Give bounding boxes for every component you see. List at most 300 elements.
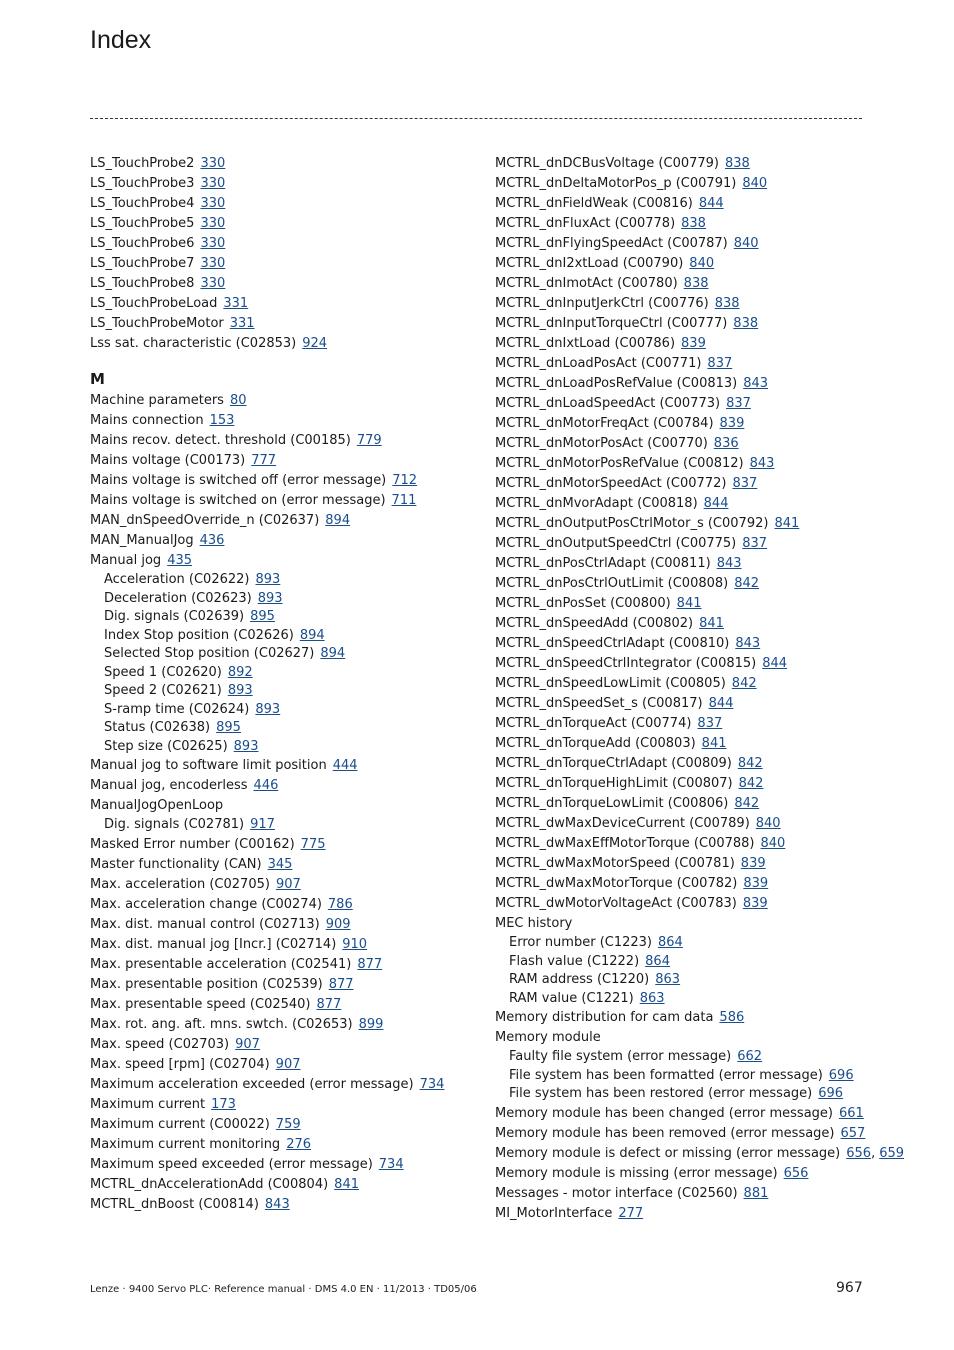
index-entry-text: MCTRL_dnSpeedCtrlAdapt (C00810) (495, 636, 730, 651)
page-link[interactable]: 444 (332, 758, 358, 773)
page-link[interactable]: 711 (391, 493, 417, 508)
page-link[interactable]: 909 (325, 916, 351, 932)
index-entry-text: Speed 2 (C02621) (104, 683, 222, 698)
page-link[interactable]: 893 (227, 683, 253, 698)
page-link[interactable]: 917 (250, 817, 275, 832)
index-entry-text: S-ramp time (C02624) (104, 701, 250, 717)
index-entry-text: Mains recov. detect. threshold (C00185) (90, 433, 351, 448)
index-entry-text: Maximum current monitoring (90, 1136, 281, 1152)
page-link[interactable]: 893 (257, 590, 283, 606)
index-entry (90, 451, 490, 471)
index-entry-text: Memory module is defect or missing (error message) (495, 1145, 841, 1161)
index-entry (90, 915, 490, 935)
index-entry-text: Masked Error number (C00162) (90, 836, 295, 852)
index-entry (90, 471, 490, 491)
index-entry-text: MCTRL_dnBoost (C00814) (90, 1196, 259, 1212)
index-entry-text: MCTRL_dnInputTorqueCtrl (C00777) (495, 316, 728, 331)
index-entry (90, 531, 490, 551)
index-entry-text: MCTRL_dnMvorAdapt (C00818) (495, 496, 698, 511)
page-link[interactable]: 864 (658, 935, 683, 950)
page-link[interactable]: 446 (253, 778, 279, 793)
footer-text: Lenze · 9400 Servo PLC· Reference manual · DMS 4.0 EN · 11/2013 · TD05/06 (90, 1284, 477, 1295)
index-entry (495, 1028, 895, 1048)
page-link[interactable]: 894 (320, 646, 346, 661)
index-entry-text: MCTRL_dnTorqueHighLimit (C00807) (495, 776, 733, 791)
index-entry (495, 1085, 895, 1104)
index-entry-text: MCTRL_dnMotorPosAct (C00770) (495, 436, 708, 451)
index-entry-text: MCTRL_dnDCBusVoltage (C00779) (495, 156, 719, 171)
page-link[interactable]: 907 (275, 1056, 301, 1072)
index-entry (495, 1124, 895, 1144)
index-entry (90, 571, 490, 590)
link-separator: , (871, 1145, 876, 1161)
page-link[interactable]: 894 (325, 513, 351, 528)
page-link[interactable]: 842 (734, 576, 760, 591)
index-entry (495, 774, 895, 794)
index-entry-text: LS_TouchProbe8 (90, 276, 195, 291)
index-entry (495, 574, 895, 594)
index-entry-text: MCTRL_dwMaxMotorSpeed (C00781) (495, 856, 735, 871)
page-link[interactable]: 153 (209, 413, 235, 428)
index-entry-text: MCTRL_dnMotorSpeedAct (C00772) (495, 476, 727, 491)
page-link[interactable]: 844 (708, 696, 734, 711)
page-link[interactable]: 759 (275, 1116, 301, 1132)
page-link[interactable]: 841 (676, 596, 702, 611)
index-entry-text: MCTRL_dnImotAct (C00780) (495, 276, 678, 291)
index-entry (495, 914, 895, 934)
index-entry-text: LS_TouchProbe6 (90, 236, 195, 251)
page-link[interactable]: 80 (229, 393, 247, 408)
index-entry (90, 411, 490, 431)
page-link[interactable]: 330 (200, 236, 226, 251)
index-entry-text: Memory module has been removed (error message) (495, 1125, 835, 1141)
index-entry (495, 474, 895, 494)
index-entry (90, 234, 490, 254)
index-entry (495, 314, 895, 334)
page-link[interactable]: 840 (689, 256, 715, 271)
index-entry (495, 1048, 895, 1067)
page-link[interactable]: 895 (216, 720, 241, 735)
index-entry-text: Maximum current (90, 1096, 206, 1112)
index-entry (90, 174, 490, 194)
index-entry (495, 894, 895, 914)
page-link[interactable]: 786 (327, 896, 353, 912)
page-link[interactable]: 840 (755, 816, 781, 831)
index-entry (495, 654, 895, 674)
page-link[interactable]: 330 (200, 176, 226, 191)
index-entry (90, 664, 490, 683)
page-link[interactable]: 894 (299, 627, 325, 643)
index-entry-text: Flash value (C1222) (509, 953, 640, 969)
page-link[interactable]: 173 (211, 1096, 236, 1112)
index-entry-text: LS_TouchProbe3 (90, 176, 195, 191)
page-link[interactable]: 775 (300, 836, 326, 852)
page-link[interactable]: 345 (267, 856, 293, 872)
index-entry (495, 274, 895, 294)
index-entry (495, 1144, 905, 1164)
index-entry (495, 794, 895, 814)
index-entry-text: LS_TouchProbe4 (90, 196, 195, 211)
index-entry-text: LS_TouchProbe2 (90, 156, 195, 171)
index-entry-text: MAN_ManualJog (90, 533, 194, 548)
index-entry-text: MCTRL_dnLoadPosRefValue (C00813) (495, 376, 738, 391)
page-link[interactable]: 844 (762, 656, 788, 671)
page-link[interactable]: 330 (200, 196, 226, 211)
index-entry-text: Memory module is missing (error message) (495, 1165, 778, 1181)
index-entry (90, 895, 490, 915)
page-link[interactable]: 276 (286, 1136, 312, 1152)
index-entry (495, 834, 895, 854)
index-entry-text: Mains connection (90, 413, 204, 428)
index-entry (90, 1195, 490, 1215)
page-link[interactable]: 330 (200, 216, 226, 231)
page-link[interactable]: 893 (255, 572, 281, 587)
page-link[interactable]: 656 (846, 1145, 872, 1161)
page-link[interactable]: 435 (167, 553, 193, 568)
index-entry-text: Error number (C1223) (509, 935, 652, 950)
page-link[interactable]: 661 (838, 1105, 864, 1121)
page-link[interactable]: 843 (735, 636, 761, 651)
index-entry (90, 154, 490, 174)
index-entry-text: MCTRL_dnAccelerationAdd (C00804) (90, 1176, 329, 1192)
index-entry (90, 194, 490, 214)
page-link[interactable]: 877 (357, 956, 383, 972)
page-link[interactable]: 843 (716, 556, 742, 571)
index-entry-text: Master functionality (CAN) (90, 856, 262, 872)
index-entry (495, 154, 895, 174)
index-entry (90, 551, 490, 571)
page-link[interactable]: 779 (356, 433, 382, 448)
page-link[interactable]: 330 (200, 156, 226, 171)
page-link[interactable]: 844 (703, 496, 729, 511)
index-entry (90, 1135, 490, 1155)
index-entry (90, 756, 490, 776)
index-column-right (495, 154, 905, 1224)
index-entry-text: MCTRL_dwMotorVoltageAct (C00783) (495, 896, 737, 911)
page-link[interactable]: 696 (828, 1067, 854, 1083)
index-entry-text: MAN_dnSpeedOverride_n (C02637) (90, 513, 320, 528)
page-link[interactable]: 839 (719, 416, 745, 431)
index-entry (495, 554, 895, 574)
page-link[interactable]: 844 (698, 196, 724, 211)
page-link[interactable]: 331 (223, 296, 249, 311)
index-entry (90, 1035, 490, 1055)
index-entry-text: MCTRL_dnMotorPosRefValue (C00812) (495, 456, 744, 471)
page-link[interactable]: 892 (227, 664, 253, 680)
index-entry-text: Memory module has been changed (error message) (495, 1105, 833, 1121)
index-entry-text: MCTRL_dnFluxAct (C00778) (495, 216, 676, 231)
index-entry (495, 1067, 895, 1086)
page-link[interactable]: 843 (743, 376, 769, 391)
page-link[interactable]: 839 (743, 876, 769, 891)
page-link[interactable]: 734 (378, 1156, 404, 1172)
page-link[interactable]: 837 (726, 396, 751, 411)
index-entry (495, 234, 895, 254)
index-entry-text: MCTRL_dnPosSet (C00800) (495, 596, 671, 611)
index-entry (90, 875, 490, 895)
page-link[interactable]: 839 (742, 896, 768, 911)
page-link[interactable]: 838 (733, 316, 759, 331)
page-link[interactable]: 881 (743, 1185, 769, 1201)
index-entry-text: MI_MotorInterface (495, 1205, 613, 1221)
page-link[interactable]: 907 (275, 876, 301, 892)
page-link[interactable]: 843 (264, 1196, 290, 1212)
page-link[interactable]: 712 (392, 473, 418, 488)
index-entry-text: File system has been formatted (error message) (509, 1067, 823, 1083)
index-entry-text: Status (C02638) (104, 720, 211, 735)
index-entry-text: Dig. signals (C02781) (104, 817, 245, 832)
index-column-left (90, 154, 490, 1215)
page-link[interactable]: 839 (740, 856, 766, 871)
index-entry (90, 431, 490, 451)
index-entry (90, 955, 490, 975)
index-entry (90, 334, 490, 354)
index-entry-text: Selected Stop position (C02627) (104, 646, 315, 661)
index-entry-text: MCTRL_dnTorqueAct (C00774) (495, 716, 692, 731)
index-entry (495, 814, 895, 834)
index-entry (495, 374, 895, 394)
index-entry-text: Max. presentable acceleration (C02541) (90, 956, 352, 972)
index-entry (495, 934, 895, 953)
index-entry (495, 714, 895, 734)
page-link[interactable]: 837 (742, 536, 768, 551)
index-entry-text: Maximum current (C00022) (90, 1116, 270, 1132)
index-entry-text: MCTRL_dnSpeedLowLimit (C00805) (495, 676, 726, 691)
index-entry (495, 1204, 895, 1224)
page-link[interactable]: 841 (699, 616, 724, 631)
index-entry-text: Max. presentable position (C02539) (90, 976, 323, 992)
page-link[interactable]: 893 (255, 701, 281, 717)
index-entry-text: Lss sat. characteristic (C02853) (90, 336, 297, 351)
page-link[interactable]: 838 (714, 296, 740, 311)
index-entry (495, 254, 895, 274)
index-entry-text: Memory distribution for cam data (495, 1010, 714, 1025)
index-entry-text: LS_TouchProbeMotor (90, 316, 224, 331)
page-link[interactable]: 331 (229, 316, 255, 331)
index-entry-text: MCTRL_dnTorqueAdd (C00803) (495, 736, 696, 751)
index-entry-text: MEC history (495, 916, 573, 931)
index-entry (90, 511, 490, 531)
index-entry-text: MCTRL_dnOutputPosCtrlMotor_s (C00792) (495, 516, 769, 531)
index-entry (90, 855, 490, 875)
index-entry (90, 796, 490, 816)
index-entry-text: MCTRL_dnOutputSpeedCtrl (C00775) (495, 536, 737, 551)
index-entry-text: Machine parameters (90, 393, 224, 408)
index-entry-text: Max. acceleration change (C00274) (90, 896, 322, 912)
index-entry (495, 1184, 895, 1204)
index-entry (90, 835, 490, 855)
index-entry (90, 254, 490, 274)
index-entry (90, 294, 490, 314)
page-link[interactable]: 863 (639, 990, 665, 1006)
page-link[interactable]: 657 (840, 1125, 866, 1141)
page-link[interactable]: 842 (731, 676, 757, 691)
index-entry-text: Max. rot. ang. aft. mns. swtch. (C02653) (90, 1016, 353, 1032)
index-entry (90, 214, 490, 234)
page-link[interactable]: 837 (732, 476, 758, 491)
index-entry-text: LS_TouchProbe7 (90, 256, 195, 271)
page-link[interactable]: 899 (358, 1016, 384, 1032)
index-entry-text: Maximum speed exceeded (error message) (90, 1156, 373, 1172)
page-link[interactable]: 696 (818, 1086, 844, 1101)
index-entry-text: M (90, 370, 105, 388)
index-entry-text: MCTRL_dwMaxEffMotorTorque (C00788) (495, 836, 755, 851)
page-link[interactable]: 330 (200, 256, 226, 271)
index-entry-text: MCTRL_dnTorqueCtrlAdapt (C00809) (495, 756, 732, 771)
index-entry (495, 174, 895, 194)
index-entry-text: Dig. signals (C02639) (104, 609, 245, 624)
index-entry (90, 627, 490, 646)
page-link[interactable]: 839 (681, 336, 706, 351)
page-link[interactable]: 893 (233, 738, 259, 754)
index-entry (495, 971, 895, 990)
index-entry (495, 854, 895, 874)
page-link[interactable]: 838 (681, 216, 706, 231)
page-link[interactable]: 841 (334, 1176, 359, 1192)
index-entry-text: MCTRL_dnFlyingSpeedAct (C00787) (495, 236, 728, 251)
index-entry (90, 1015, 490, 1035)
index-entry-text: Messages - motor interface (C02560) (495, 1185, 738, 1201)
index-entry (90, 314, 490, 334)
index-entry-text: Manual jog (90, 553, 162, 568)
index-entry-text: MCTRL_dnI2xtLoad (C00790) (495, 256, 684, 271)
index-entry-text: Maximum acceleration exceeded (error message) (90, 1076, 414, 1092)
index-entry (495, 194, 895, 214)
index-entry (90, 645, 490, 664)
index-entry-text: Deceleration (C02623) (104, 590, 252, 606)
index-entry-text: Max. acceleration (C02705) (90, 876, 270, 892)
page-link[interactable]: 907 (235, 1036, 260, 1052)
index-entry-text: MCTRL_dnPosCtrlAdapt (C00811) (495, 556, 711, 571)
index-entry-text: Mains voltage is switched off (error message) (90, 473, 387, 488)
index-entry (495, 494, 895, 514)
index-entry-text: LS_TouchProbe5 (90, 216, 195, 231)
page-link[interactable]: 837 (697, 716, 723, 731)
index-entry (90, 682, 490, 701)
page-link[interactable]: 877 (316, 996, 342, 1012)
index-entry-text: Index Stop position (C02626) (104, 627, 294, 643)
index-entry (495, 754, 895, 774)
page-link[interactable]: 656 (783, 1165, 809, 1181)
index-entry (90, 1155, 490, 1175)
index-entry (495, 734, 895, 754)
index-entry-text: MCTRL_dnPosCtrlOutLimit (C00808) (495, 576, 729, 591)
page-link[interactable]: 843 (749, 456, 775, 471)
page-link[interactable]: 895 (250, 609, 275, 624)
page-link[interactable]: 734 (419, 1076, 445, 1092)
index-entry (495, 1104, 895, 1124)
index-entry-text: Manual jog, encoderless (90, 778, 248, 793)
index-entry-text: Max. speed [rpm] (C02704) (90, 1056, 270, 1072)
index-entry (90, 816, 490, 835)
index-entry (495, 534, 895, 554)
index-entry (90, 391, 490, 411)
index-entry (495, 694, 895, 714)
page-link[interactable]: 777 (251, 453, 277, 468)
index-entry (495, 394, 895, 414)
index-entry-text: Max. presentable speed (C02540) (90, 996, 311, 1012)
index-entry (495, 1164, 895, 1184)
page-link[interactable]: 277 (618, 1205, 644, 1221)
page-link[interactable]: 836 (713, 436, 739, 451)
index-entry-text: MCTRL_dnSpeedAdd (C00802) (495, 616, 694, 631)
page-link[interactable]: 864 (645, 953, 670, 969)
index-entry (495, 414, 895, 434)
page-link[interactable]: 436 (199, 533, 225, 548)
page-link[interactable]: 662 (737, 1049, 763, 1064)
index-entry-text: RAM address (C1220) (509, 972, 650, 987)
index-entry-text: RAM value (C1221) (509, 990, 634, 1006)
page-link[interactable]: 840 (733, 236, 759, 251)
page-link[interactable]: 838 (683, 276, 709, 291)
page-link[interactable]: 841 (774, 516, 800, 531)
index-entry-text: Acceleration (C02622) (104, 572, 250, 587)
index-entry-text: MCTRL_dnLoadSpeedAct (C00773) (495, 396, 721, 411)
index-entry (495, 874, 895, 894)
index-entry-text: File system has been restored (error message) (509, 1086, 813, 1101)
index-entry (90, 738, 490, 757)
index-entry (90, 1095, 490, 1115)
page-link[interactable]: 910 (342, 936, 368, 952)
index-entry-text: ManualJogOpenLoop (90, 798, 224, 813)
page-link[interactable]: 330 (200, 276, 226, 291)
index-entry (495, 354, 895, 374)
page-link[interactable]: 841 (701, 736, 727, 751)
index-entry-text: Manual jog to software limit position (90, 758, 327, 773)
index-entry-text: MCTRL_dwMaxMotorTorque (C00782) (495, 876, 738, 891)
index-entry-text: LS_TouchProbeLoad (90, 296, 218, 311)
page-link[interactable]: 659 (879, 1145, 905, 1161)
index-entry (495, 614, 895, 634)
page-title: Index (90, 26, 152, 54)
index-entry-text: MCTRL_dnSpeedCtrlIntegrator (C00815) (495, 656, 757, 671)
index-entry (495, 514, 895, 534)
page-link[interactable]: 877 (328, 976, 354, 992)
page-link[interactable]: 840 (742, 176, 768, 191)
page-link[interactable]: 586 (719, 1010, 745, 1025)
index-entry-text: MCTRL_dnInputJerkCtrl (C00776) (495, 296, 709, 311)
index-entry-text: MCTRL_dnLoadPosAct (C00771) (495, 356, 702, 371)
page-link[interactable]: 863 (655, 972, 681, 987)
page-link[interactable]: 842 (738, 776, 764, 791)
page-link[interactable]: 924 (302, 336, 328, 351)
index-entry (90, 608, 490, 627)
index-entry (495, 674, 895, 694)
index-entry (90, 491, 490, 511)
index-entry-text: Max. speed (C02703) (90, 1036, 230, 1052)
index-entry (90, 995, 490, 1015)
index-entry (495, 454, 895, 474)
page-link[interactable]: 842 (737, 756, 763, 771)
index-entry (90, 719, 490, 738)
page-link[interactable]: 842 (734, 796, 760, 811)
index-entry-text: Max. dist. manual control (C02713) (90, 916, 320, 932)
index-entry (90, 975, 490, 995)
index-entry (90, 776, 490, 796)
index-entry (495, 594, 895, 614)
page-link[interactable]: 838 (725, 156, 750, 171)
index-letter-heading (90, 368, 490, 391)
index-entry-text: MCTRL_dnSpeedSet_s (C00817) (495, 696, 703, 711)
index-entry (90, 1075, 490, 1095)
page-link[interactable]: 840 (760, 836, 786, 851)
page-link[interactable]: 837 (707, 356, 733, 371)
header-rule (90, 118, 862, 119)
index-entry (90, 1175, 490, 1195)
index-entry-text: MCTRL_dnMotorFreqAct (C00784) (495, 416, 714, 431)
index-entry (90, 935, 490, 955)
index-entry (495, 1008, 895, 1028)
